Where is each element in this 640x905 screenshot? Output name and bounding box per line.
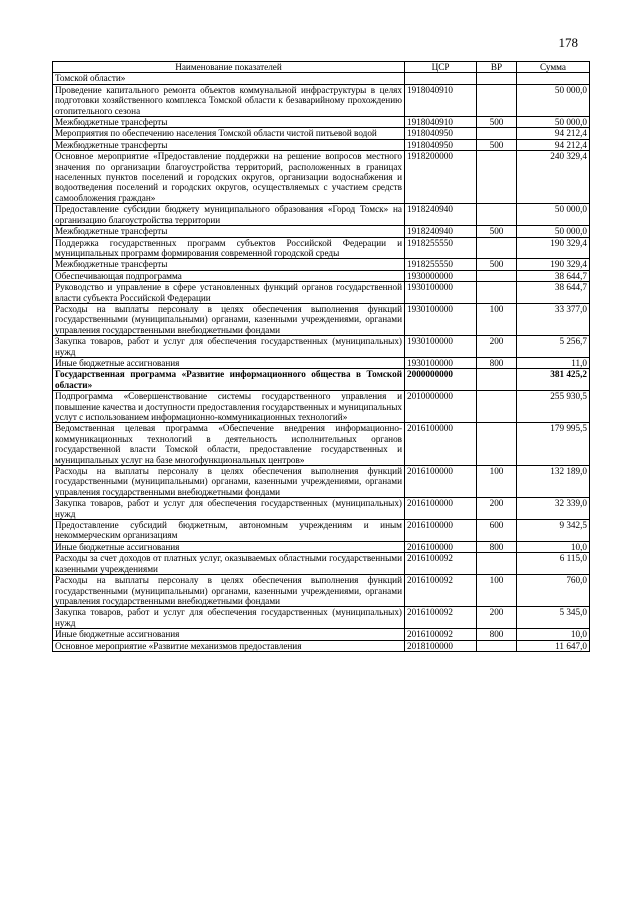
table-row	[53, 303, 590, 335]
cell-vr: 100	[477, 303, 517, 335]
page-number: 178	[558, 35, 578, 50]
cell-name: Основное мероприятие «Предоставление поддержки на решение вопросов местного значения по организации благоустройства территорий, расположенных в границах населенных пунктов поселений и городских округов, организации водоснабжения и водоотведения поселений и городских округов, осуществляемых с участием средств самообложения граждан»	[53, 151, 405, 204]
header-vr: ВР	[477, 62, 517, 73]
table-row	[53, 237, 590, 259]
cell-sum: 190 329,4	[517, 237, 590, 259]
table-row	[53, 498, 590, 520]
cell-name: Расходы на выплаты персоналу в целях обеспечения выполнения функций государственными (муниципальными) органами, казенными учреждениями, органами управления государственными внебюджетными фондами	[53, 303, 405, 335]
cell-sum: 9 342,5	[517, 520, 590, 542]
cell-vr: 500	[477, 139, 517, 150]
cell-sum: 190 329,4	[517, 259, 590, 270]
cell-sum: 10,0	[517, 629, 590, 640]
cell-sum: 50 000,0	[517, 84, 590, 116]
cell-vr: 200	[477, 336, 517, 358]
cell-name: Обеспечивающая подпрограмма	[53, 270, 405, 281]
budget-table	[52, 61, 590, 652]
table-row	[53, 117, 590, 128]
cell-name: Закупка товаров, работ и услуг для обеспечения государственных (муниципальных) нужд	[53, 607, 405, 629]
cell-csr	[405, 73, 477, 84]
cell-sum: 50 000,0	[517, 226, 590, 237]
cell-name: Подпрограмма «Совершенствование системы государственного управления и повышение качества и доступности предоставления государственных и муниципальных услут с использованием информационно-коммуникационных технологий»	[53, 391, 405, 423]
table-row	[53, 520, 590, 542]
table-body	[53, 73, 590, 652]
cell-sum: 33 377,0	[517, 303, 590, 335]
cell-sum: 94 212,4	[517, 128, 590, 139]
cell-csr: 2016100000	[405, 466, 477, 498]
table-row	[53, 369, 590, 391]
cell-name: Закупка товаров, работ и услуг для обеспечения государственных (муниципальных) нужд	[53, 498, 405, 520]
table-row	[53, 226, 590, 237]
cell-name: Поддержка государственных программ субъектов Российской Федерации и муниципальных программ формирования современной городской среды	[53, 237, 405, 259]
cell-csr: 1918040950	[405, 128, 477, 139]
cell-vr	[477, 369, 517, 391]
cell-vr	[477, 553, 517, 575]
table-row	[53, 259, 590, 270]
cell-name: Межбюджетные трансферты	[53, 139, 405, 150]
table-row	[53, 423, 590, 466]
table-row	[53, 84, 590, 116]
cell-name: Томской области»	[53, 73, 405, 84]
cell-vr: 100	[477, 466, 517, 498]
cell-sum: 11 647,0	[517, 640, 590, 651]
cell-vr: 500	[477, 117, 517, 128]
table-row	[53, 541, 590, 552]
cell-sum: 5 345,0	[517, 607, 590, 629]
cell-vr: 800	[477, 541, 517, 552]
cell-csr: 2016100000	[405, 498, 477, 520]
table-row	[53, 629, 590, 640]
cell-name: Основное мероприятие «Развитие механизмов предоставления	[53, 640, 405, 651]
table-row	[53, 357, 590, 368]
cell-csr: 1918200000	[405, 151, 477, 204]
cell-csr: 2000000000	[405, 369, 477, 391]
cell-name: Иные бюджетные ассигнования	[53, 541, 405, 552]
cell-sum	[517, 73, 590, 84]
cell-name: Межбюджетные трансферты	[53, 226, 405, 237]
cell-csr: 1918040910	[405, 117, 477, 128]
table-row	[53, 640, 590, 651]
cell-sum: 50 000,0	[517, 204, 590, 226]
cell-vr: 100	[477, 575, 517, 607]
cell-csr: 2016100092	[405, 607, 477, 629]
cell-csr: 2010000000	[405, 391, 477, 423]
cell-csr: 1918040950	[405, 139, 477, 150]
cell-name: Расходы на выплаты персоналу в целях обеспечения выполнения функций государственными (муниципальными) органами, казенными учреждениями, органами управления государственными внебюджетными фондами	[53, 575, 405, 607]
table-row	[53, 128, 590, 139]
cell-sum: 132 189,0	[517, 466, 590, 498]
cell-vr: 500	[477, 259, 517, 270]
cell-sum: 94 212,4	[517, 139, 590, 150]
cell-vr	[477, 423, 517, 466]
cell-vr	[477, 128, 517, 139]
table-row	[53, 282, 590, 304]
cell-vr	[477, 84, 517, 116]
cell-csr: 2018100000	[405, 640, 477, 651]
cell-csr: 2016100092	[405, 629, 477, 640]
table-row	[53, 270, 590, 281]
header-sum: Сумма	[517, 62, 590, 73]
cell-csr: 1918240940	[405, 226, 477, 237]
table-row	[53, 139, 590, 150]
cell-vr	[477, 270, 517, 281]
cell-sum: 11,0	[517, 357, 590, 368]
table-row	[53, 336, 590, 358]
cell-name: Расходы на выплаты персоналу в целях обеспечения выполнения функций государственными (муниципальными) органами, казенными учреждениями, органами управления государственными внебюджетными фондами	[53, 466, 405, 498]
cell-csr: 2016100000	[405, 423, 477, 466]
cell-csr: 2016100092	[405, 575, 477, 607]
table-row	[53, 553, 590, 575]
table-row	[53, 575, 590, 607]
cell-vr: 200	[477, 498, 517, 520]
cell-sum: 240 329,4	[517, 151, 590, 204]
cell-csr: 1918240940	[405, 204, 477, 226]
cell-csr: 1918255550	[405, 259, 477, 270]
table-row	[53, 391, 590, 423]
cell-name: Предоставление субсидий бюджетным, автономным учреждениям и иным некоммерческим организациям	[53, 520, 405, 542]
cell-name: Иные бюджетные ассигнования	[53, 629, 405, 640]
header-csr: ЦСР	[405, 62, 477, 73]
cell-sum: 38 644,7	[517, 270, 590, 281]
cell-sum: 10,0	[517, 541, 590, 552]
cell-sum: 5 256,7	[517, 336, 590, 358]
cell-csr: 2016100000	[405, 520, 477, 542]
cell-csr: 1930100000	[405, 282, 477, 304]
cell-vr: 800	[477, 357, 517, 368]
cell-vr	[477, 282, 517, 304]
cell-csr: 1930100000	[405, 336, 477, 358]
cell-vr	[477, 73, 517, 84]
cell-name: Иные бюджетные ассигнования	[53, 357, 405, 368]
cell-vr	[477, 237, 517, 259]
cell-vr	[477, 151, 517, 204]
cell-vr	[477, 391, 517, 423]
cell-sum: 760,0	[517, 575, 590, 607]
table-row	[53, 607, 590, 629]
table-row	[53, 204, 590, 226]
cell-sum: 255 930,5	[517, 391, 590, 423]
table-row	[53, 151, 590, 204]
cell-sum: 6 115,0	[517, 553, 590, 575]
cell-csr: 2016100000	[405, 541, 477, 552]
cell-vr	[477, 640, 517, 651]
header-name: Наименование показателей	[53, 62, 405, 73]
cell-sum: 38 644,7	[517, 282, 590, 304]
cell-name: Руководство и управление в сфере установленных функций органов государственной власти субъекта Российской Федерации	[53, 282, 405, 304]
cell-sum: 381 425,2	[517, 369, 590, 391]
table-row	[53, 73, 590, 84]
cell-csr: 2016100092	[405, 553, 477, 575]
cell-name: Мероприятия по обеспечению населения Томской области чистой питьевой водой	[53, 128, 405, 139]
cell-csr: 1930100000	[405, 357, 477, 368]
cell-csr: 1930100000	[405, 303, 477, 335]
cell-name: Предоставление субсидии бюджету муниципального образования «Город Томск» на организацию благоустройства территории	[53, 204, 405, 226]
cell-csr: 1918040910	[405, 84, 477, 116]
cell-name: Расходы за счет доходов от платных услуг, оказываемых областными государственными казенными учреждениями	[53, 553, 405, 575]
cell-sum: 50 000,0	[517, 117, 590, 128]
cell-name: Ведомственная целевая программа «Обеспечение внедрения информационно-коммуникационных технологий в деятельность исполнительных органов государственной власти Томской области, предоставление государственных и муниципальных услуг на базе многофункциональных центров»	[53, 423, 405, 466]
table-row	[53, 466, 590, 498]
cell-name: Государственная программа «Развитие информационного общества в Томской области»	[53, 369, 405, 391]
cell-sum: 179 995,5	[517, 423, 590, 466]
cell-name: Межбюджетные трансферты	[53, 259, 405, 270]
cell-vr: 500	[477, 226, 517, 237]
cell-vr	[477, 204, 517, 226]
cell-csr: 1930000000	[405, 270, 477, 281]
cell-sum: 32 339,0	[517, 498, 590, 520]
cell-name: Проведение капитального ремонта объектов коммунальной инфраструктуры в целях подготовки хозяйственного комплекса Томской области к безаварийному прохождению отопительного сезона	[53, 84, 405, 116]
cell-vr: 200	[477, 607, 517, 629]
table-header-row	[53, 62, 590, 73]
cell-name: Межбюджетные трансферты	[53, 117, 405, 128]
cell-vr: 600	[477, 520, 517, 542]
cell-name: Закупка товаров, работ и услуг для обеспечения государственных (муниципальных) нужд	[53, 336, 405, 358]
cell-vr: 800	[477, 629, 517, 640]
cell-csr: 1918255550	[405, 237, 477, 259]
